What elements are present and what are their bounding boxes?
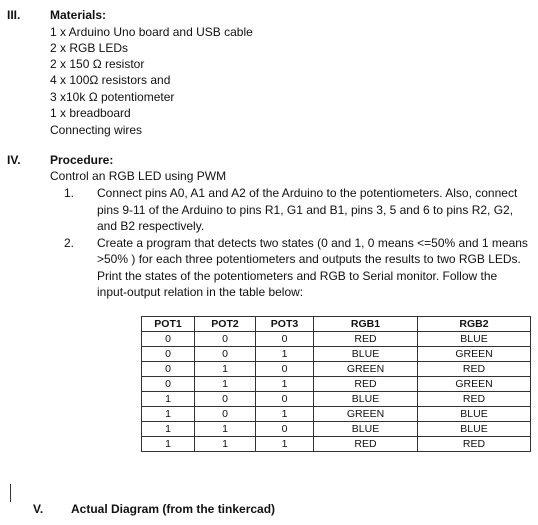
table-cell: BLUE (314, 347, 418, 362)
table-cell: 0 (142, 332, 195, 347)
section-numeral-procedure: IV. (7, 153, 21, 167)
materials-item: 2 x RGB LEDs (50, 41, 129, 55)
table-cell: GREEN (314, 407, 418, 422)
table-cell: RED (418, 362, 531, 377)
diagram-heading: Actual Diagram (from the tinkercad) (71, 502, 276, 516)
materials-item: 2 x 150 Ω resistor (50, 57, 145, 71)
table-cell: 1 (256, 437, 314, 452)
table-row (142, 407, 531, 422)
table-cell: BLUE (418, 332, 531, 347)
procedure-intro: Control an RGB LED using PWM (50, 169, 227, 183)
table-cell: BLUE (418, 422, 531, 437)
table-cell: GREEN (418, 347, 531, 362)
materials-item: Connecting wires (50, 123, 143, 137)
materials-heading: Materials: (50, 8, 107, 22)
step-number: 1. (64, 186, 75, 200)
section-numeral-diagram: V. (33, 502, 44, 516)
table-cell: 0 (256, 332, 314, 347)
table-cell: 0 (195, 347, 256, 362)
header-pot2: POT2 (195, 317, 256, 332)
table-row (142, 332, 531, 347)
table-cell: 0 (256, 422, 314, 437)
io-relation-table (141, 316, 531, 452)
table-cell: RED (314, 437, 418, 452)
step-text-line: Print the states of the potentiometers and RGB to Serial monitor. Follow the (97, 269, 498, 283)
table-cell: RED (314, 332, 418, 347)
table-cell: 0 (256, 392, 314, 407)
table-cell: RED (418, 437, 531, 452)
step-text-line: >50% ) for each three potentiometers and outputs the results to two RGB LEDs. (97, 252, 521, 266)
table-cell: 1 (142, 407, 195, 422)
section-numeral-materials: III. (7, 8, 21, 22)
table-cell: GREEN (418, 377, 531, 392)
materials-item: 3 x10k Ω potentiometer (50, 90, 175, 104)
procedure-heading: Procedure: (50, 153, 114, 167)
step-text-line: pins 9-11 of the Arduino to pins R1, G1 and B1, pins 3, 5 and 6 to pins R2, G2, (97, 203, 514, 217)
table-row (142, 362, 531, 377)
table-row (142, 422, 531, 437)
table-cell: 1 (142, 422, 195, 437)
table-cell: 1 (195, 422, 256, 437)
table-cell: BLUE (314, 422, 418, 437)
table-cell: BLUE (314, 392, 418, 407)
table-cell: RED (418, 392, 531, 407)
header-pot1: POT1 (142, 317, 195, 332)
table-cell: 1 (195, 377, 256, 392)
table-cell: 1 (256, 407, 314, 422)
table-cell: 1 (142, 392, 195, 407)
step-text-line: Create a program that detects two states (0 and 1, 0 means <=50% and 1 means (97, 236, 528, 250)
materials-item: 4 x 100Ω resistors and (50, 73, 171, 87)
header-rgb1: RGB1 (314, 317, 418, 332)
materials-item: 1 x breadboard (50, 106, 131, 120)
table-cell: 0 (256, 362, 314, 377)
table-row (142, 347, 531, 362)
table-cell: 1 (195, 362, 256, 377)
table-cell: 0 (195, 392, 256, 407)
table-row (142, 392, 531, 407)
table-row (142, 437, 531, 452)
table-header-row (142, 317, 531, 332)
materials-item: 1 x Arduino Uno board and USB cable (50, 25, 253, 39)
step-text-line: Connect pins A0, A1 and A2 of the Arduino to the potentiometers. Also, connect (97, 186, 518, 200)
text-cursor (10, 484, 11, 502)
table-cell: 0 (195, 407, 256, 422)
table-cell: 0 (142, 377, 195, 392)
table-cell: RED (314, 377, 418, 392)
table-cell: 0 (142, 347, 195, 362)
table-cell: 1 (256, 347, 314, 362)
header-rgb2: RGB2 (418, 317, 531, 332)
table-cell: 0 (195, 332, 256, 347)
table-row (142, 377, 531, 392)
table-cell: BLUE (418, 407, 531, 422)
table-cell: 1 (256, 377, 314, 392)
step-text-line: and B2 respectively. (97, 219, 205, 233)
header-pot3: POT3 (256, 317, 314, 332)
table-cell: 1 (142, 437, 195, 452)
table-cell: 0 (142, 362, 195, 377)
table-cell: 1 (195, 437, 256, 452)
step-number: 2. (64, 236, 75, 250)
step-text-line: input-output relation in the table below: (97, 285, 304, 299)
table-cell: GREEN (314, 362, 418, 377)
